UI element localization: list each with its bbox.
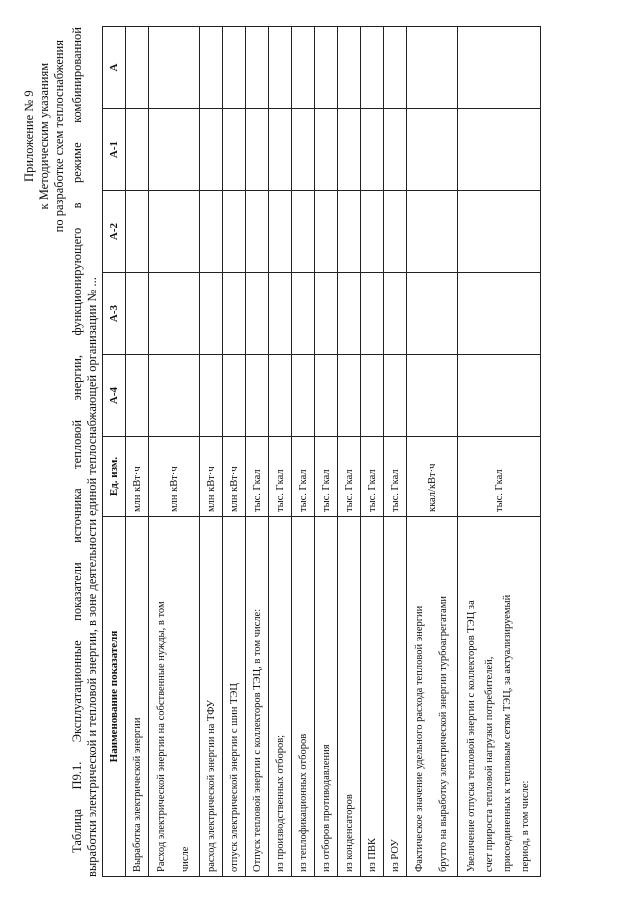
value-cell [361, 191, 384, 273]
value-cell [246, 355, 269, 437]
row-name: из отборов противодавления [315, 517, 338, 877]
value-cell [246, 27, 269, 109]
row-name [149, 517, 200, 877]
row-name [458, 517, 541, 877]
value-cell [223, 355, 246, 437]
value-cell [246, 273, 269, 355]
indicators-table [102, 26, 541, 877]
row-unit: млн кВт·ч [223, 437, 246, 517]
table-row [200, 27, 223, 877]
table-row [223, 27, 246, 877]
value-cell [269, 355, 292, 437]
appendix-ref: к Методическим указаниям [37, 62, 51, 210]
value-cell [384, 109, 407, 191]
row-name-line: брутто на выработку электрической энергии турбоагрегатами [438, 596, 449, 872]
row-name: расход электрической энергии на ТФУ [200, 517, 223, 877]
table-row [149, 27, 200, 877]
caption-line-1: Таблица П9.1. Эксплуатационные показатели источника тепловой энергии, функционирующего в режиме комбинированной [70, 27, 84, 853]
value-cell [126, 355, 149, 437]
value-cell [149, 273, 200, 355]
row-name-line: Фактическое значение удельного расхода тепловой энергии [414, 605, 425, 872]
row-unit: ккал/кВт·ч [407, 437, 458, 517]
value-cell [458, 109, 541, 191]
value-cell [269, 27, 292, 109]
header-unit: Ед. изм. [103, 437, 126, 517]
value-cell [200, 355, 223, 437]
value-cell [126, 273, 149, 355]
value-cell [315, 355, 338, 437]
value-cell [338, 191, 361, 273]
value-cell [126, 191, 149, 273]
value-cell [149, 27, 200, 109]
value-cell [223, 27, 246, 109]
value-cell [407, 191, 458, 273]
row-unit: тыс. Гкал [292, 437, 315, 517]
value-cell [384, 191, 407, 273]
value-cell [149, 355, 200, 437]
value-cell [200, 109, 223, 191]
value-cell [126, 27, 149, 109]
value-cell [361, 355, 384, 437]
value-cell [361, 273, 384, 355]
value-cell [315, 273, 338, 355]
value-cell [384, 273, 407, 355]
value-cell [200, 273, 223, 355]
table-row [384, 27, 407, 877]
row-unit: тыс. Гкал [384, 437, 407, 517]
row-name: Выработка электрической энергии [126, 517, 149, 877]
value-cell [126, 109, 149, 191]
header-row [103, 27, 126, 877]
value-cell [200, 191, 223, 273]
value-cell [407, 109, 458, 191]
row-name-line: счет прироста тепловой нагрузки потребителей, [484, 656, 495, 872]
row-unit: тыс. Гкал [315, 437, 338, 517]
value-cell [458, 355, 541, 437]
row-name-line: числе [180, 846, 191, 872]
header-a4: А-4 [103, 355, 126, 437]
row-unit: тыс. Гкал [338, 437, 361, 517]
value-cell [292, 109, 315, 191]
table-row [292, 27, 315, 877]
table-row [361, 27, 384, 877]
row-name: отпуск электрической энергии с шин ТЭЦ [223, 517, 246, 877]
header-a3: А-3 [103, 273, 126, 355]
row-name-line: Расход электрической энергии на собственные нужды, в том [156, 601, 167, 872]
row-unit: тыс. Гкал [269, 437, 292, 517]
value-cell [407, 355, 458, 437]
value-cell [292, 273, 315, 355]
value-cell [315, 27, 338, 109]
caption-line-2: выработки электрической и тепловой энергии, в зоне деятельности единой теплоснабжающей организации № ... [85, 277, 99, 877]
row-name: из ПВК [361, 517, 384, 877]
value-cell [338, 109, 361, 191]
value-cell [292, 27, 315, 109]
row-name-line: Увеличение отпуска тепловой энергии с коллекторов ТЭЦ за [466, 600, 477, 872]
value-cell [223, 191, 246, 273]
header-a: А [103, 27, 126, 109]
table-row [126, 27, 149, 877]
row-unit: тыс. Гкал [246, 437, 269, 517]
row-unit: тыс. Гкал [458, 437, 541, 517]
value-cell [315, 191, 338, 273]
appendix-header [22, 40, 67, 232]
row-name: из конденсаторов [338, 517, 361, 877]
value-cell [149, 109, 200, 191]
table-row [246, 27, 269, 877]
value-cell [338, 273, 361, 355]
row-name: из производственных отборов; [269, 517, 292, 877]
value-cell [361, 109, 384, 191]
row-unit: млн кВт·ч [200, 437, 223, 517]
table-row [269, 27, 292, 877]
header-name: Наименование показателя [103, 517, 126, 877]
value-cell [458, 27, 541, 109]
table-row [315, 27, 338, 877]
table-row [407, 27, 458, 877]
appendix-number: Приложение № 9 [22, 90, 36, 182]
value-cell [384, 355, 407, 437]
value-cell [407, 27, 458, 109]
value-cell [200, 27, 223, 109]
value-cell [407, 273, 458, 355]
row-name-line: период, в том числе: [520, 780, 531, 872]
value-cell [246, 109, 269, 191]
row-name: Отпуск тепловой энергии с коллекторов ТЭЦ, в том числе: [246, 517, 269, 877]
value-cell [149, 191, 200, 273]
value-cell [458, 191, 541, 273]
row-name: из теплофикационных отборов [292, 517, 315, 877]
value-cell [361, 27, 384, 109]
table-caption [70, 27, 100, 877]
value-cell [338, 27, 361, 109]
value-cell [292, 355, 315, 437]
row-name-line: присоединенных к тепловым сетям ТЭЦ, за актуализируемый [502, 594, 513, 872]
value-cell [315, 109, 338, 191]
value-cell [292, 191, 315, 273]
value-cell [246, 191, 269, 273]
row-unit: млн кВт·ч [149, 437, 200, 517]
value-cell [384, 27, 407, 109]
value-cell [269, 273, 292, 355]
table-row [338, 27, 361, 877]
row-unit: тыс. Гкал [361, 437, 384, 517]
header-a1: А-1 [103, 109, 126, 191]
value-cell [269, 109, 292, 191]
value-cell [223, 109, 246, 191]
row-unit: млн кВт·ч [126, 437, 149, 517]
row-name: из РОУ [384, 517, 407, 877]
value-cell [223, 273, 246, 355]
value-cell [458, 273, 541, 355]
value-cell [338, 355, 361, 437]
value-cell [269, 191, 292, 273]
table-row [458, 27, 541, 877]
header-a2: А-2 [103, 191, 126, 273]
appendix-subject: по разработке схем теплоснабжения [52, 40, 66, 233]
row-name [407, 517, 458, 877]
